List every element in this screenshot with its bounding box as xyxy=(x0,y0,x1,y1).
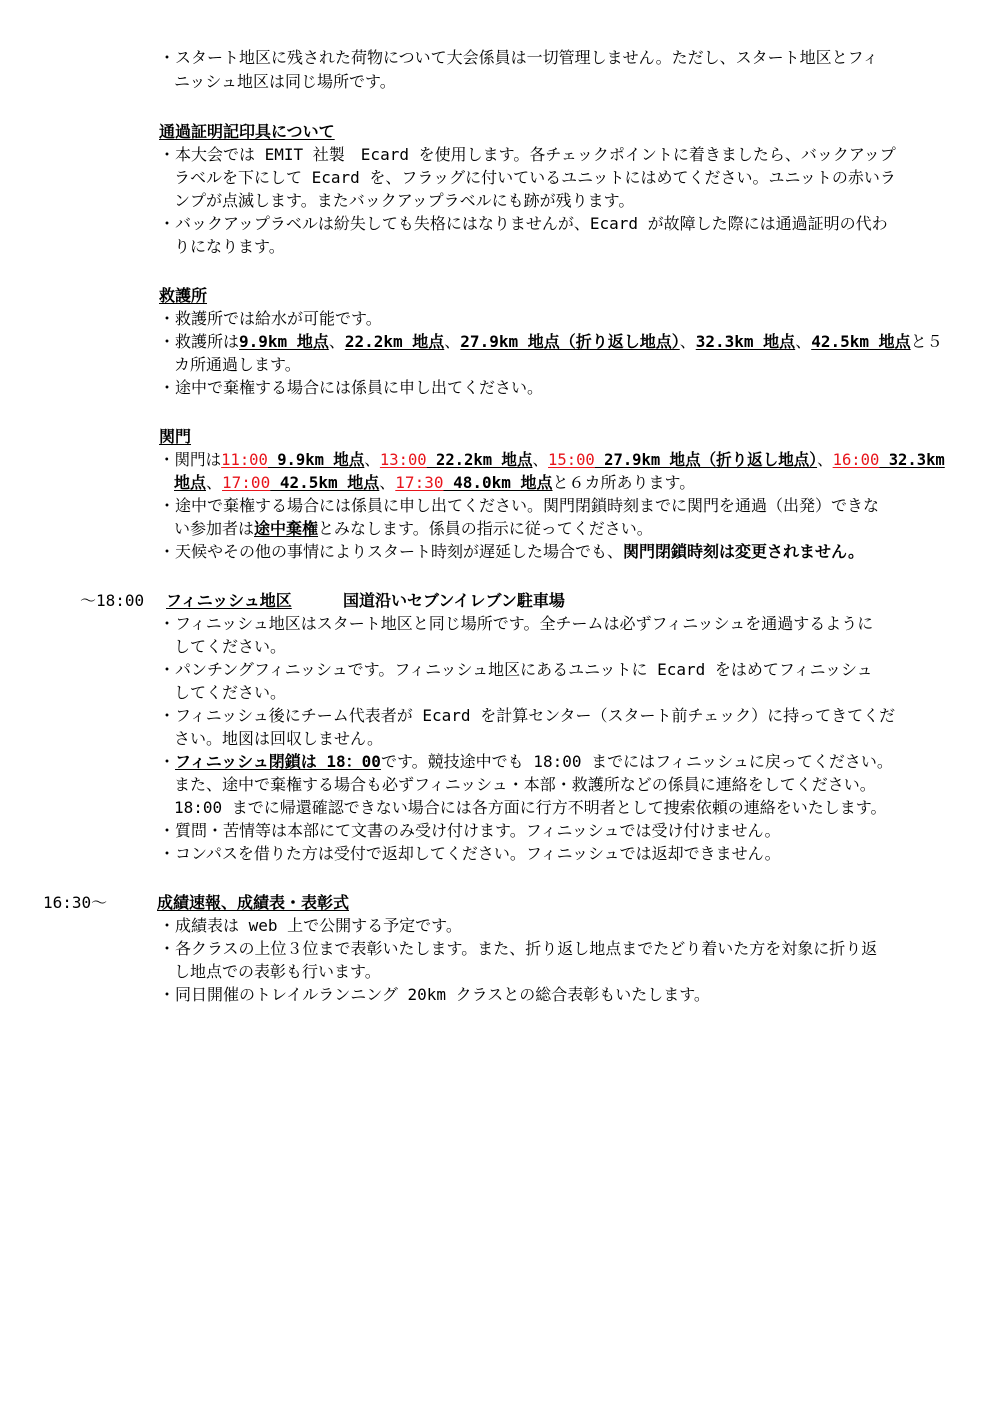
cutoff-l5-bold: 関門閉鎖時刻は変更されません。 xyxy=(623,542,864,561)
results-line-2: ・各クラスの上位３位まで表彰いたします。また、折り返し地点までたどり着いた方を対象に折り返 xyxy=(159,939,878,958)
cutoff-time-4: 16:00 xyxy=(832,450,880,469)
finish-line-5: ・フィニッシュ後にチーム代表者が Ecard を計算センター（スタート前チェック）に持ってきてくだ xyxy=(159,706,896,725)
aid-point-3: 27.9km 地点（折り返し地点） xyxy=(460,332,680,351)
cutoff-l4-bold: 途中棄権 xyxy=(254,519,319,538)
cutoff-time-3: 15:00 xyxy=(548,450,595,469)
ecard-line-1: ・本大会では EMIT 社製 Ecard を使用します。各チェックポイントに着きましたら、バックアップ xyxy=(159,145,896,164)
aid-line-1: ・救護所では給水が可能です。 xyxy=(159,309,382,328)
finish-line-4: してください。 xyxy=(174,683,287,702)
aid-line-2 xyxy=(159,331,943,353)
finish-line-6: さい。地図は回収しません。 xyxy=(174,729,383,748)
finish-place: 国道沿いセブンイレブン駐車場 xyxy=(343,591,565,610)
cutoff-heading: 関門 xyxy=(159,427,192,446)
finish-line-3: ・パンチングフィニッシュです。フィニッシュ地区にあるユニットに Ecard をはめてフィニッシュ xyxy=(159,660,873,679)
aid-heading: 救護所 xyxy=(159,286,208,305)
ecard-heading: 通過証明記印具について xyxy=(159,122,335,141)
cutoff-dist-5: 42.5km 地点 xyxy=(270,473,380,492)
cutoff-dist-1: 9.9km 地点 xyxy=(267,450,365,469)
cutoff-sep: 、 xyxy=(379,473,396,492)
results-line-1: ・成績表は web 上で公開する予定です。 xyxy=(159,916,462,935)
results-heading: 成績速報、成績表・表彰式 xyxy=(157,893,350,912)
cutoff-line-5 xyxy=(159,541,864,563)
finish-line-2: してください。 xyxy=(174,637,287,656)
cutoff-pre: ・関門は xyxy=(159,450,222,469)
finish-l7-post: です。競技途中でも 18:00 までにはフィニッシュに戻ってください。 xyxy=(380,752,893,771)
cutoff-dist-6: 48.0km 地点 xyxy=(443,473,553,492)
aid-line-2-pre: ・救護所は xyxy=(159,332,240,351)
ecard-line-4: ・バックアップラベルは紛失しても失格にはなりませんが、Ecard が故障した際には通過証明の代わ xyxy=(159,214,888,233)
finish-line-8: また、途中で棄権する場合も必ずフィニッシュ・本部・救護所などの係員に連絡をしてください。 xyxy=(174,775,876,794)
cutoff-line-2 xyxy=(174,472,695,494)
finish-l7-bullet: ・ xyxy=(159,752,176,771)
results-time: 16:30～ xyxy=(43,893,108,912)
cutoff-dist-4a: 32.3km xyxy=(879,450,945,469)
cutoff-time-5: 17:00 xyxy=(222,473,271,492)
cutoff-l5-pre: ・天候やその他の事情によりスタート時刻が遅延した場合でも、 xyxy=(159,542,624,561)
aid-sep: 、 xyxy=(795,332,812,351)
aid-point-2: 22.2km 地点 xyxy=(344,332,445,351)
cutoff-l4-post: とみなします。係員の指示に従ってください。 xyxy=(318,519,653,538)
aid-point-4: 32.3km 地点 xyxy=(695,332,796,351)
finish-line-7 xyxy=(159,751,893,773)
finish-line-9: 18:00 までに帰還確認できない場合には各方面に行方不明者として捜索依頼の連絡をいたします。 xyxy=(174,798,887,817)
finish-close-time: フィニッシュ閉鎖は 18：00 xyxy=(175,752,381,771)
cutoff-sep: 、 xyxy=(532,450,549,469)
cutoff-sep: 、 xyxy=(206,473,223,492)
ecard-line-3: ンプが点滅します。またバックアップラベルにも跡が残ります。 xyxy=(174,191,635,210)
aid-point-1: 9.9km 地点 xyxy=(239,332,329,351)
finish-line-11: ・コンパスを借りた方は受付で返却してください。フィニッシュでは返却できません。 xyxy=(159,844,781,863)
cutoff-line-4 xyxy=(174,518,653,540)
finish-line-10: ・質問・苦情等は本部にて文書のみ受け付けます。フィニッシュでは受け付けません。 xyxy=(159,821,781,840)
cutoff-dist-3: 27.9km 地点（折り返し地点） xyxy=(594,450,818,469)
cutoff-sep: 、 xyxy=(364,450,380,469)
results-line-3: し地点での表彰も行います。 xyxy=(174,962,381,981)
cutoff-time-2: 13:00 xyxy=(379,450,427,469)
aid-sep: 、 xyxy=(328,332,345,351)
finish-heading: フィニッシュ地区 xyxy=(166,591,292,610)
aid-sep: 、 xyxy=(679,332,696,351)
cutoff-l4-pre: い参加者は xyxy=(174,519,255,538)
cutoff-line-3: ・途中で棄権する場合には係員に申し出てください。関門閉鎖時刻までに関門を通過（出発）できな xyxy=(159,496,880,515)
cutoff-sep: 、 xyxy=(817,450,833,469)
cutoff-time-1: 11:00 xyxy=(221,450,268,469)
bags-line-1: ・スタート地区に残された荷物について大会係員は一切管理しません。ただし、スタート地区とフィ xyxy=(159,48,879,67)
cutoff-dist-2: 22.2km 地点 xyxy=(426,450,533,469)
ecard-line-5: りになります。 xyxy=(174,237,285,256)
finish-time: ～18:00 xyxy=(80,591,145,610)
cutoff-time-6: 17:30 xyxy=(395,473,444,492)
aid-sep: 、 xyxy=(444,332,461,351)
cutoff-dist-4b: 地点 xyxy=(174,473,207,492)
aid-line-4: ・途中で棄権する場合には係員に申し出てください。 xyxy=(159,378,544,397)
cutoff-post: と６カ所あります。 xyxy=(552,473,696,492)
ecard-line-2: ラベルを下にして Ecard を、フラッグに付いているユニットにはめてください。ユニットの赤いラ xyxy=(174,168,896,187)
aid-line-3: カ所通過します。 xyxy=(174,355,301,374)
bags-line-2: ニッシュ地区は同じ場所です。 xyxy=(174,72,396,91)
aid-point-5: 42.5km 地点 xyxy=(811,332,911,351)
cutoff-line-1 xyxy=(159,449,945,471)
results-line-4: ・同日開催のトレイルランニング 20km クラスとの総合表彰もいたします。 xyxy=(159,985,710,1004)
finish-line-1: ・フィニッシュ地区はスタート地区と同じ場所です。全チームは必ずフィニッシュを通過するように xyxy=(159,614,874,633)
aid-line-2-post: と５ xyxy=(910,332,943,351)
